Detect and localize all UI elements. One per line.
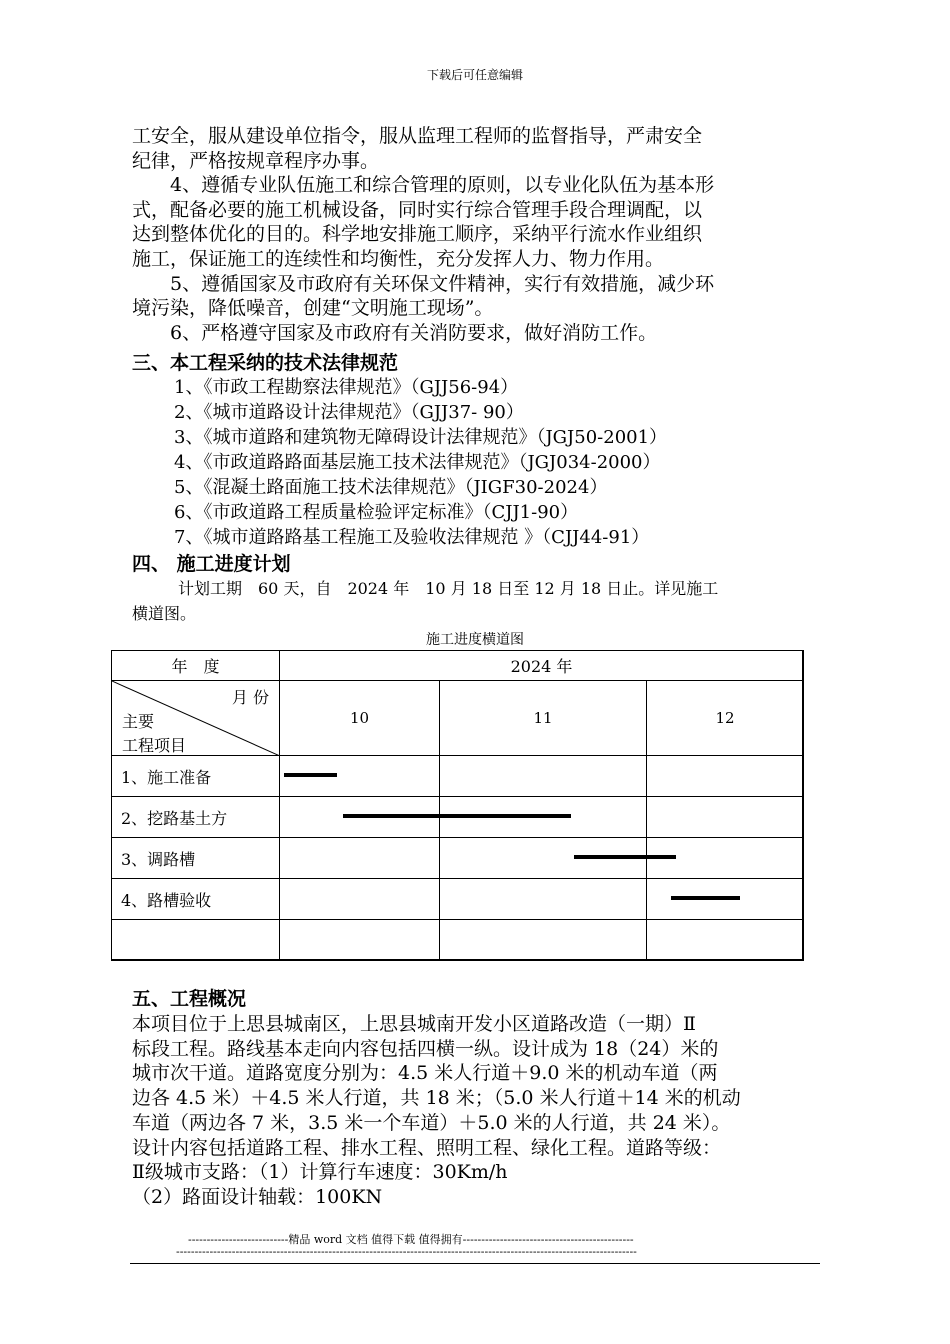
list-item: 6、《市政道路工程质量检验评定标准》（CJJ1-90）	[174, 502, 579, 523]
diagonal-header-cell	[112, 681, 280, 756]
task-name	[112, 920, 280, 961]
task-name: 3、调路槽	[112, 838, 280, 879]
text-line: 4、遵循专业队伍施工和综合管理的原则，以专业化队伍为基本形	[132, 174, 715, 197]
gantt-bar	[343, 814, 571, 818]
list-item: 4、《市政道路路面基层施工技术法律规范》（JGJ034-2000）	[174, 452, 661, 473]
list-item: 5、《混凝土路面施工技术法律规范》（JIGF30-2024）	[174, 477, 608, 498]
text-line: 境污染，降低噪音，创建“文明施工现场”。	[132, 297, 494, 320]
item-label-2: 工程项目	[122, 736, 187, 755]
year-value-cell	[280, 651, 804, 681]
list-item: 2、《城市道路设计法律规范》（GJJ37- 90）	[174, 402, 524, 423]
list-item: 7、《城市道路路基工程施工及验收法律规范 》（CJJ44-91）	[174, 527, 650, 548]
footer-rule	[130, 1263, 820, 1264]
text-line: 工安全，服从建设单位指令，服从监理工程师的监督指导，严肃安全	[132, 125, 703, 147]
gantt-table	[111, 650, 804, 961]
month-10: 10	[349, 709, 370, 727]
year-label: 年 度	[171, 657, 220, 676]
table-row	[112, 756, 804, 797]
month-cell-10	[280, 681, 440, 756]
text-line: 车道（两边各 7 米，3.5 米一个车道）＋5.0 米的人行道，共 24 米）。	[132, 1111, 731, 1134]
text-line: （2）路面设计轴载：100KN	[132, 1185, 383, 1208]
month-label: 月 份	[231, 688, 269, 707]
text-line: 6、严格遵守国家及市政府有关消防要求，做好消防工作。	[132, 321, 658, 344]
schedule-line-1: 计划工期 60 天，自 2024 年 10 月 18 日至 12 月 18 日止。详见施工	[178, 579, 719, 598]
task-name: 1、施工准备	[112, 756, 280, 797]
text-line: 设计内容包括道路工程、排水工程、照明工程、绿化工程。道路等级：	[132, 1136, 722, 1159]
task-name: 2、挖路基土方	[112, 797, 280, 838]
section5-title: 五、工程概况	[132, 988, 247, 1010]
text-line: 边各 4.5 米）＋4.5 米人行道，共 18 米；（5.0 米人行道＋14 米的机动	[132, 1087, 741, 1110]
list-item: 1、《市政工程勘察法律规范》（GJJ56-94）	[174, 377, 519, 398]
section4-title: 四、 施工进度计划	[132, 553, 291, 575]
gantt-caption: 施工进度横道图	[426, 632, 524, 648]
gantt-bar	[671, 896, 740, 900]
year-label-cell	[112, 651, 280, 681]
table-row	[112, 920, 804, 961]
footer-line-2: ----------------------------------------------------------------------------------------------------------------------------	[176, 1245, 637, 1258]
text-line: 施工，保证施工的连续性和均衡性，充分发挥人力、物力作用。	[132, 248, 665, 270]
gantt-bar	[284, 773, 337, 777]
text-line: 纪律，严格按规章程序办事。	[132, 149, 380, 172]
schedule-line-2: 横道图。	[132, 604, 197, 623]
text-line: Ⅱ级城市支路：（1）计算行车速度：30Km/h	[132, 1161, 508, 1184]
year-value: 2024 年	[510, 657, 573, 676]
text-line: 式，配备必要的施工机械设备，同时实行综合管理手段合理调配，以	[132, 198, 703, 221]
text-line: 达到整体优化的目的。科学地安排施工顺序，采纳平行流水作业组织	[132, 223, 703, 246]
text-line: 本项目位于上思县城南区，上思县城南开发小区道路改造（一期）Ⅱ	[132, 1013, 696, 1035]
page-header: 下载后可任意编辑	[426, 68, 523, 82]
table-row	[112, 838, 804, 879]
gantt-bar	[574, 855, 676, 859]
text-line: 5、遵循国家及市政府有关环保文件精神，实行有效措施，减少环	[132, 272, 715, 295]
item-label-1: 主要	[122, 712, 155, 731]
text-line: 城市次干道。道路宽度分别为：4.5 米人行道＋9.0 米的机动车道（两	[132, 1062, 718, 1085]
month-11: 11	[533, 709, 553, 727]
text-line: 标段工程。路线基本走向内容包括四横一纵。设计成为 18（24）米的	[132, 1037, 719, 1060]
month-12: 12	[715, 709, 735, 727]
month-cell-12	[647, 681, 804, 756]
section3-title: 三、本工程采纳的技术法律规范	[132, 352, 399, 374]
month-cell-11	[440, 681, 647, 756]
list-item: 3、《城市道路和建筑物无障碍设计法律规范》（JGJ50-2001）	[174, 427, 668, 448]
footer-line-1: ---------------------------精品 word 文档 值得下载 值得拥有----------------------------------------------	[188, 1233, 634, 1246]
task-name: 4、路槽验收	[112, 879, 280, 920]
